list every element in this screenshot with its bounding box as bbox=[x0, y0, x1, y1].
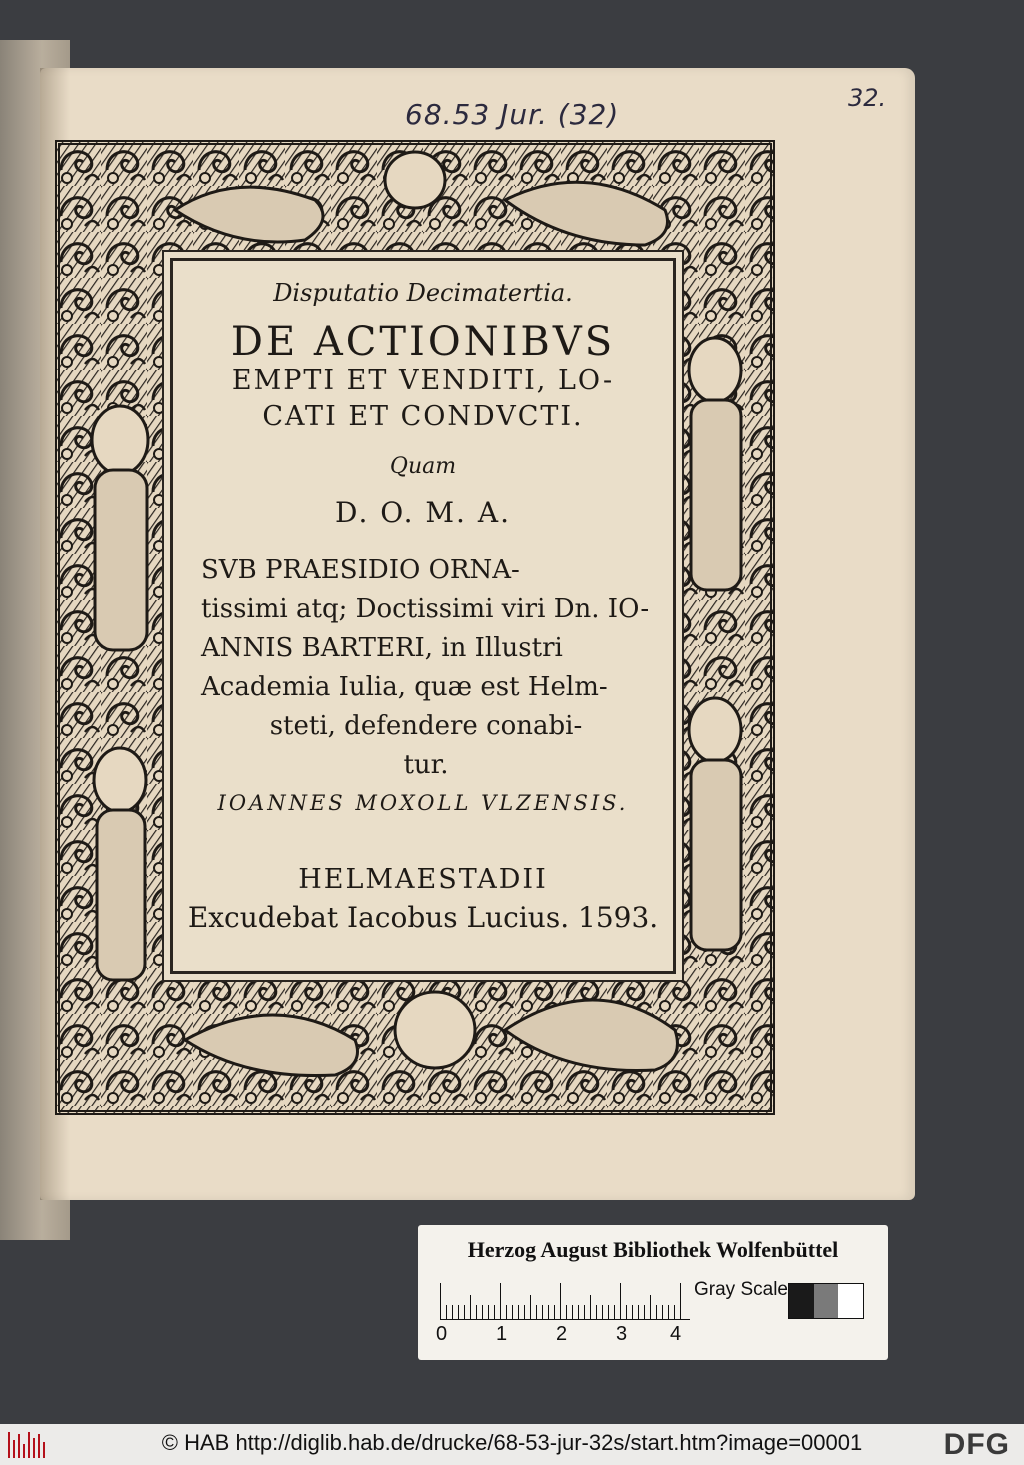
title-line-3: CATI ET CONDVCTI. bbox=[262, 401, 584, 432]
dedication-paragraph bbox=[201, 551, 651, 785]
imprint-printer-year: Excudebat Iacobus Lucius. 1593. bbox=[187, 901, 659, 934]
ruler-number: 1 bbox=[496, 1323, 508, 1345]
disputation-number: Disputatio Decimatertia. bbox=[273, 279, 573, 307]
body-line: tissimi atq; Doctissimi viri Dn. IO- bbox=[201, 594, 650, 624]
title-line-2: EMPTI ET VENDITI, LO- bbox=[231, 365, 615, 396]
folio-number-handwritten: 32. bbox=[848, 84, 887, 112]
gray-scale-swatches bbox=[788, 1283, 864, 1319]
ruler-scale bbox=[440, 1283, 690, 1320]
author-line: IOANNES MOXOLL VLZENSIS. bbox=[217, 791, 629, 815]
copyright-url[interactable]: © HAB http://diglib.hab.de/drucke/68-53-jur-32s/start.htm?image=00001 bbox=[161, 1430, 863, 1455]
title-text-frame bbox=[170, 258, 676, 974]
body-line: tur. bbox=[403, 750, 449, 780]
ruler-number: 2 bbox=[556, 1323, 568, 1345]
ruler-number: 0 bbox=[436, 1323, 448, 1345]
body-line: Academia Iulia, quæ est Helm- bbox=[201, 672, 608, 702]
library-color-scale-label bbox=[418, 1225, 888, 1360]
library-name: Herzog August Bibliothek Wolfenbüttel bbox=[467, 1237, 839, 1262]
gray-scale-label: Gray Scale bbox=[694, 1279, 788, 1300]
dfg-logo[interactable]: DFG bbox=[943, 1428, 1010, 1461]
ruler-number: 4 bbox=[670, 1323, 682, 1345]
viewer-footer bbox=[0, 1424, 1024, 1465]
shelfmark-handwritten: 68.53 Jur. (32) bbox=[405, 98, 620, 131]
ruler-number: 3 bbox=[616, 1323, 628, 1345]
body-line: SVB PRAESIDIO ORNA- bbox=[201, 555, 520, 585]
imprint-place: HELMAESTADII bbox=[298, 864, 548, 895]
body-line: steti, defendere conabi- bbox=[269, 711, 583, 741]
title-line-1: DE ACTIONIBVS bbox=[230, 319, 616, 365]
body-line: ANNIS BARTERI, in Illustri bbox=[201, 633, 563, 663]
doma-line: D. O. M. A. bbox=[335, 496, 511, 529]
quam-line: Quam bbox=[389, 454, 457, 479]
